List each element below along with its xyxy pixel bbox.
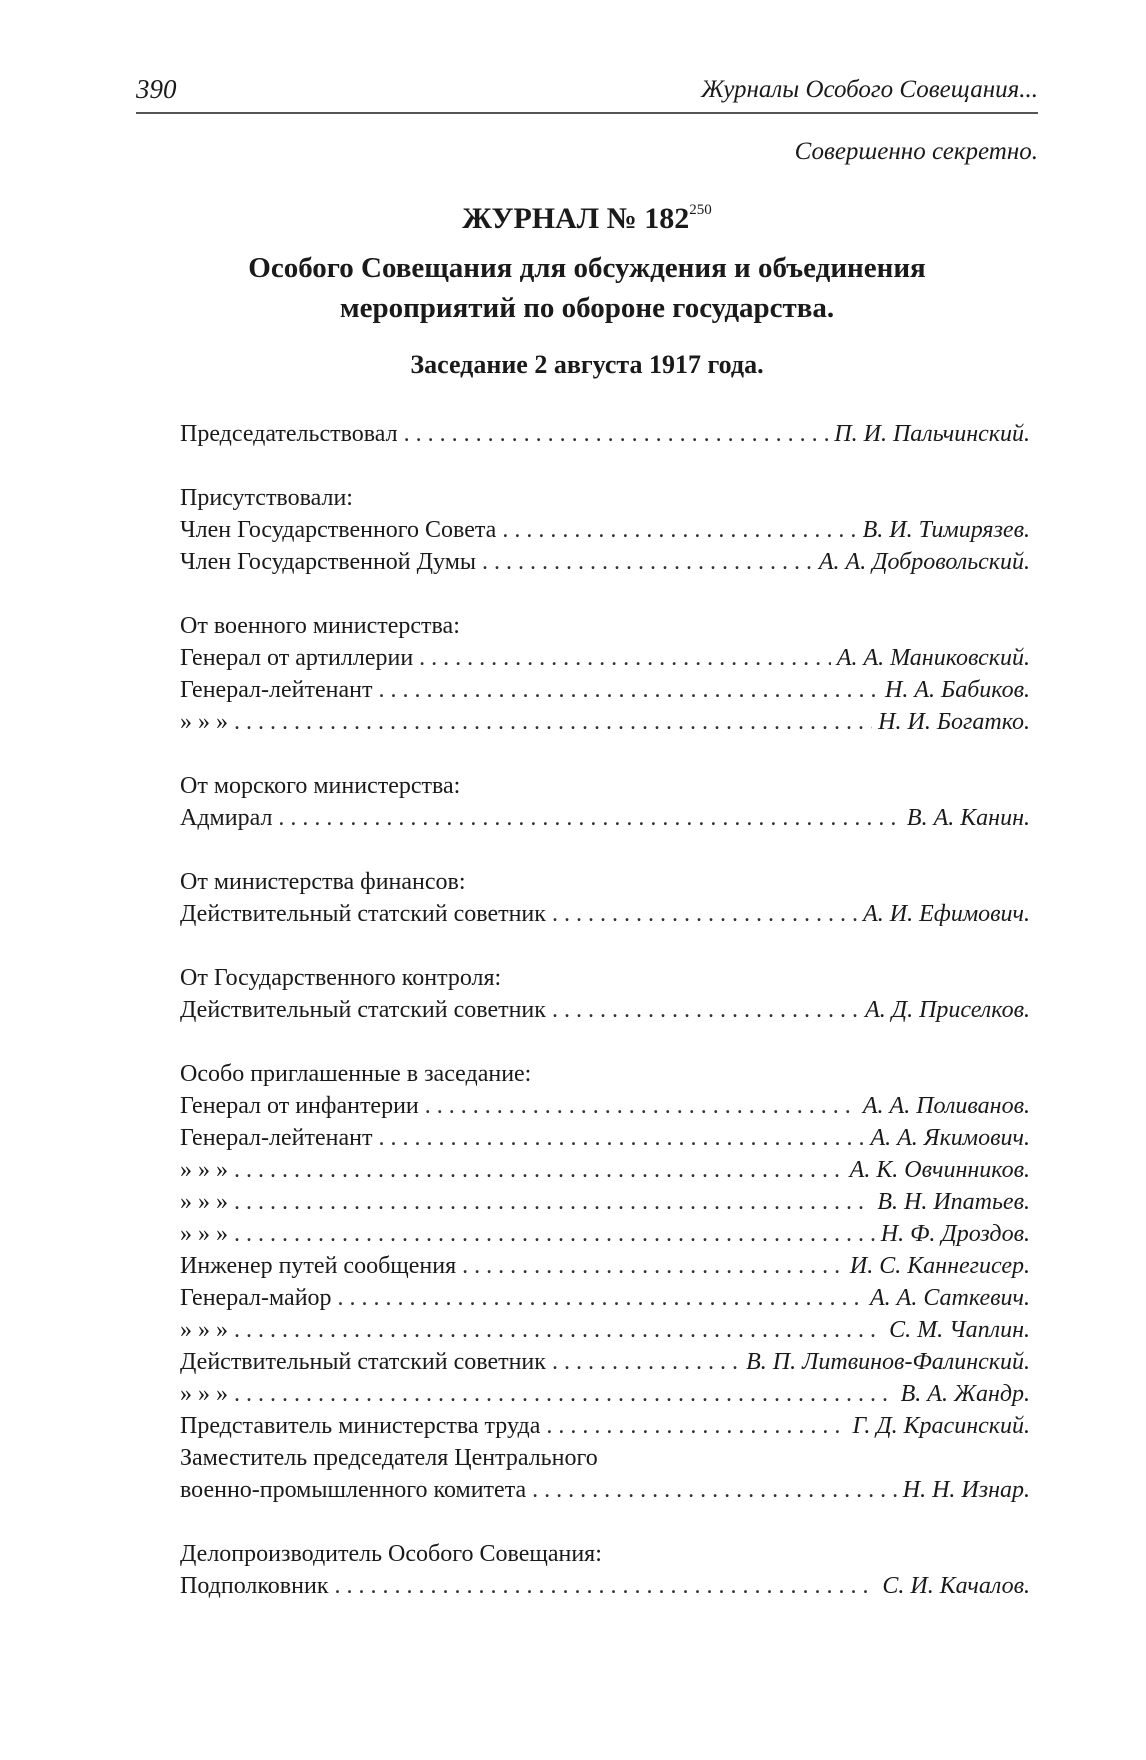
row-label: » » » — [180, 1189, 228, 1215]
leader-dots — [234, 706, 872, 738]
section-heading: От министерства финансов: — [180, 869, 466, 895]
list-item — [180, 1346, 1030, 1378]
attendance-list — [180, 418, 1030, 1602]
leader-dots — [234, 1154, 844, 1186]
list-item — [180, 1570, 1030, 1602]
row-label: Член Государственной Думы — [180, 549, 477, 575]
header-rule — [136, 112, 1038, 114]
section-heading: Особо приглашенные в заседание: — [180, 1061, 532, 1087]
row-label: Генерал от инфантерии — [180, 1093, 419, 1119]
leader-dots — [378, 1122, 864, 1154]
list-item — [180, 994, 1030, 1026]
row-name: А. А. Добровольский. — [818, 549, 1030, 575]
list-item — [180, 1250, 1030, 1282]
row-name: П. И. Пальчинский. — [834, 421, 1030, 447]
row-label: » » » — [180, 1381, 228, 1407]
row-name: С. И. Качалов. — [882, 1573, 1030, 1599]
row-name: Н. Н. Изнар. — [902, 1477, 1030, 1503]
row-name: А. А. Поливанов. — [862, 1093, 1030, 1119]
row-label: Генерал-лейтенант — [180, 1125, 373, 1151]
row-label: Генерал от артиллерии — [180, 645, 414, 671]
row-name: С. М. Чаплин. — [889, 1317, 1030, 1343]
row-name: Н. И. Богатко. — [878, 709, 1030, 735]
row-name: И. С. Каннегисер. — [849, 1253, 1030, 1279]
row-name: А. Д. Приселков. — [865, 997, 1030, 1023]
section-heading: Присутствовали: — [180, 485, 353, 511]
leader-dots — [278, 802, 901, 834]
leader-dots — [552, 994, 859, 1026]
list-item — [180, 706, 1030, 738]
leader-dots — [425, 1090, 857, 1122]
row-label: Действительный статский советник — [180, 901, 546, 927]
journal-title — [136, 202, 1038, 236]
page-number: 390 — [136, 74, 177, 104]
subtitle-line-2: мероприятий по обороне государства. — [339, 292, 835, 324]
leader-dots — [532, 1474, 897, 1506]
section-heading: От морского министерства: — [180, 773, 461, 799]
list-item — [180, 1314, 1030, 1346]
list-item — [180, 1154, 1030, 1186]
row-label: Адмирал — [180, 805, 273, 831]
row-name: А. К. Овчинников. — [849, 1157, 1030, 1183]
footnote-ref: 250 — [689, 202, 712, 218]
list-item — [180, 1410, 1030, 1442]
row-label: Генерал-майор — [180, 1285, 332, 1311]
journal-number: ЖУРНАЛ № 182 — [462, 202, 690, 235]
leader-dots — [419, 642, 831, 674]
row-label: Инженер путей сообщения — [180, 1253, 457, 1279]
leader-dots — [234, 1378, 895, 1410]
row-name: В. И. Тимирязев. — [862, 517, 1030, 543]
row-label: Подполковник — [180, 1573, 329, 1599]
row-name: Н. А. Бабиков. — [885, 677, 1030, 703]
leader-dots — [552, 898, 857, 930]
row-name: А. И. Ефимович. — [863, 901, 1030, 927]
leader-dots — [462, 1250, 844, 1282]
list-item — [180, 802, 1030, 834]
leader-dots — [552, 1346, 740, 1378]
leader-dots — [378, 674, 879, 706]
row-label: » » » — [180, 1317, 228, 1343]
list-item — [180, 1122, 1030, 1154]
row-label: Председательствовал — [180, 421, 398, 447]
row-label: » » » — [180, 1221, 228, 1247]
section-heading: От Государственного контроля: — [180, 965, 502, 991]
leader-dots — [404, 418, 829, 450]
leader-dots — [234, 1218, 875, 1250]
row-name: В. А. Канин. — [906, 805, 1030, 831]
session-date: Заседание 2 августа 1917 года. — [410, 350, 764, 379]
row-name: В. П. Литвинов-Фалинский. — [746, 1349, 1030, 1375]
row-name: В. Н. Ипатьев. — [877, 1189, 1030, 1215]
list-item — [180, 546, 1030, 578]
row-name: Н. Ф. Дроздов. — [880, 1221, 1030, 1247]
row-label: Член Государственного Совета — [180, 517, 497, 543]
row-label: военно-промышленного комитета — [180, 1477, 527, 1503]
leader-dots — [234, 1186, 871, 1218]
running-title: Журналы Особого Совещания... — [701, 76, 1038, 103]
leader-dots — [334, 1570, 876, 1602]
list-item — [180, 1474, 1030, 1506]
row-name: В. А. Жандр. — [900, 1381, 1030, 1407]
list-item — [180, 898, 1030, 930]
row-label: Генерал-лейтенант — [180, 677, 373, 703]
list-item — [180, 674, 1030, 706]
row-name: Г. Д. Красинский. — [852, 1413, 1030, 1439]
row-name: А. А. Маниковский. — [836, 645, 1030, 671]
list-item — [180, 1186, 1030, 1218]
row-label: » » » — [180, 1157, 228, 1183]
row-label: Действительный статский советник — [180, 997, 546, 1023]
row-label: Представитель министерства труда — [180, 1413, 541, 1439]
row-name: А. А. Якимович. — [870, 1125, 1030, 1151]
classification-mark: Совершенно секретно. — [794, 138, 1038, 165]
list-item — [180, 1090, 1030, 1122]
subtitle-line-1: Особого Совещания для обсуждения и объединения — [248, 252, 926, 284]
deputy-line: Заместитель председателя Центрального — [180, 1445, 598, 1471]
row-name: А. А. Саткевич. — [870, 1285, 1030, 1311]
leader-dots — [482, 546, 813, 578]
leader-dots — [502, 514, 856, 546]
row-label: » » » — [180, 709, 228, 735]
journal-subtitle — [136, 248, 1038, 328]
row-label: Действительный статский советник — [180, 1349, 546, 1375]
leader-dots — [546, 1410, 846, 1442]
leader-dots — [234, 1314, 883, 1346]
leader-dots — [338, 1282, 864, 1314]
list-item — [180, 1218, 1030, 1250]
list-item — [180, 1282, 1030, 1314]
chair-row — [180, 418, 1030, 450]
list-item — [180, 514, 1030, 546]
section-heading: Делопроизводитель Особого Совещания: — [180, 1541, 602, 1567]
list-item — [180, 642, 1030, 674]
section-heading: От военного министерства: — [180, 613, 460, 639]
list-item — [180, 1378, 1030, 1410]
